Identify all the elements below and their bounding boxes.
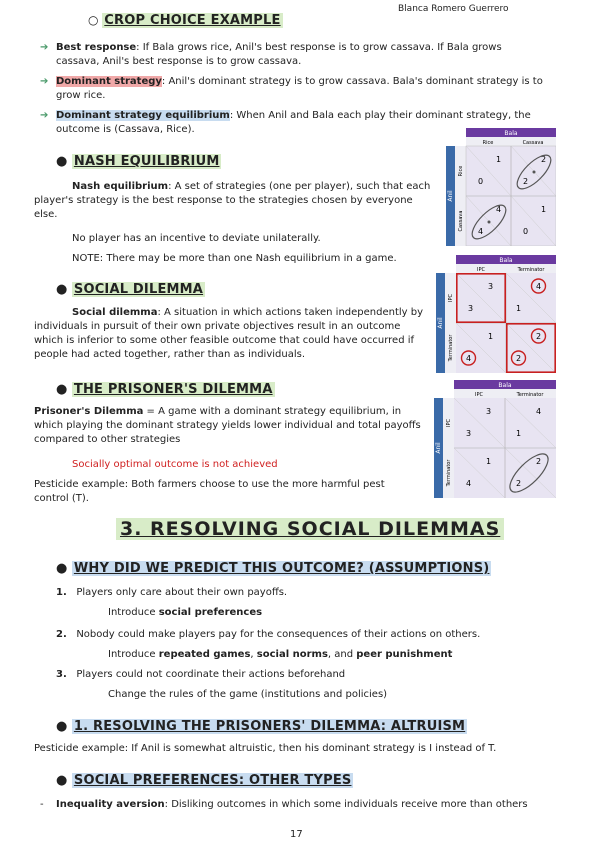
pesticide-example: Pesticide example: Both farmers choose to use the more harmful pest control (T). [34, 479, 385, 504]
payoff-anil-2-2: 2 [516, 479, 522, 488]
payoff-anil-1-2: 1 [516, 429, 522, 438]
payoff-bala-1-1: 3 [488, 282, 494, 291]
assumption-text: Nobody could make players pay for the consequences of their actions on others. [76, 629, 481, 640]
assumption-text: Players only care about their own payoffs. [76, 587, 288, 598]
term-peer-punishment: peer punishment [356, 649, 453, 660]
assumption-1: 1. Players only care about their own payoffs. [56, 587, 288, 598]
payoff-anil-1-1: 3 [466, 429, 472, 438]
best-response-dot [533, 171, 536, 174]
assumption-3-fix: Change the rules of the game (institutions and policies) [108, 689, 388, 700]
arrow-right-icon: ➔ [40, 110, 49, 121]
section-heading-other-preferences: ● SOCIAL PREFERENCES: OTHER TYPES [56, 773, 352, 788]
column-label-1: IPC [475, 392, 483, 398]
bullet-dash: - [40, 799, 44, 810]
heading-text: NASH EQUILIBRIUM [73, 154, 220, 169]
section-heading-prisoners-dilemma: ● THE PRISONER'S DILEMMA [56, 382, 273, 397]
heading-text: CROP CHOICE EXAMPLE [104, 13, 281, 28]
definition-text: : A set of strategies (one per player), such that each player's strategy is the best response to the strategies chosen by everyone else. [34, 181, 431, 220]
payoff-anil-1-2: 2 [523, 177, 529, 186]
chapter-heading [116, 518, 504, 540]
payoff-anil-2-1: 4 [466, 479, 472, 488]
definition-text: : Anil's dominant strategy is to grow cassava. Bala's dominant strategy is to grow rice. [56, 76, 543, 101]
payoff-bala-2-1: 1 [486, 457, 492, 466]
term-social-preferences: social preferences [158, 607, 263, 618]
column-label-2: Cassava [522, 140, 544, 146]
column-label-2: Terminator [516, 392, 544, 398]
nash-definition [34, 180, 439, 222]
heading-text: THE PRISONER'S DILEMMA [73, 382, 273, 397]
term-repeated-games: repeated games [158, 649, 251, 660]
term-social-dilemma: Social dilemma [72, 307, 158, 318]
payoff-matrix-prisoners-dilemma [434, 380, 556, 498]
social-dilemma-definition [34, 306, 432, 362]
payoff-matrix-crop [446, 128, 556, 246]
chapter-heading-text: 3. RESOLVING SOCIAL DILEMMAS [120, 518, 501, 540]
section-heading-altruism: ● 1. RESOLVING THE PRISONERS' DILEMMA: ALTRUISM [56, 719, 466, 734]
row-player-label: Anil [447, 190, 454, 202]
definition-text: : A situation in which actions taken independently by individuals in pursuit of their own private objectives result in an outcome which is inferior to some other feasible outcome that could have occurred if people had acted together, rather than as individuals. [34, 307, 424, 360]
heading-text: SOCIAL PREFERENCES: OTHER TYPES [73, 773, 352, 788]
payoff-bala-2-1: 1 [488, 332, 494, 341]
column-player-label: Bala [504, 130, 518, 137]
definition-text: : When Anil and Bala each play their dominant strategy, the outcome is (Cassava, Rice). [56, 110, 531, 135]
row-label-1: IPC [448, 294, 454, 302]
payoff-anil-2-1: 4 [466, 354, 472, 363]
definition-text: : Disliking outcomes in which some individuals receive more than others [164, 799, 528, 810]
best-response-dot [488, 221, 491, 224]
heading-text: SOCIAL DILEMMA [73, 282, 204, 297]
assumption-2-fix [108, 648, 452, 662]
fix-text: , and [327, 649, 357, 660]
nash-note-1: No player has an incentive to deviate unilaterally. [72, 233, 321, 244]
row-label-1: Rice [458, 165, 464, 177]
section-heading-assumptions: ● WHY DID WE PREDICT THIS OUTCOME? (ASSUMPTIONS) [56, 561, 490, 576]
term-dominant-strategy-equilibrium: Dominant strategy equilibrium [56, 110, 230, 121]
altruism-example: Pesticide example: If Anil is somewhat altruistic, then his dominant strategy is I instead of T. [34, 743, 497, 754]
assumption-2: 2. Nobody could make players pay for the consequences of their actions on others. [56, 629, 481, 640]
prisoners-dilemma-note: Socially optimal outcome is not achieved [72, 459, 278, 470]
term-dominant-strategy: Dominant strategy [56, 76, 162, 87]
column-player-label: Bala [498, 382, 512, 389]
fix-text: , [250, 649, 257, 660]
column-label-1: Rice [482, 140, 494, 146]
payoff-anil-2-2: 0 [523, 227, 529, 236]
payoff-bala-2-2: 2 [536, 332, 542, 341]
term-prisoners-dilemma: Prisoner's Dilemma [34, 406, 144, 417]
author-name: Blanca Romero Guerrero [398, 4, 509, 14]
crop-best-response [40, 41, 546, 69]
arrow-right-icon: ➔ [40, 76, 49, 87]
definition-text: : If Bala grows rice, Anil's best response is to grow cassava. If Bala grows cassava, Anil's best response is to grow cassava. [56, 42, 502, 67]
column-label-1: IPC [477, 267, 485, 273]
term-inequality-aversion: Inequality aversion [56, 799, 165, 810]
row-label-2: Cassava [458, 210, 464, 232]
fix-text: Introduce [108, 649, 159, 660]
payoff-bala-1-1: 1 [496, 155, 502, 164]
payoff-anil-2-2: 2 [516, 354, 522, 363]
payoff-bala-2-2: 2 [536, 457, 542, 466]
section-heading-social-dilemma: ● SOCIAL DILEMMA [56, 282, 204, 297]
row-label-2: Terminator [446, 459, 452, 487]
column-label-2: Terminator [517, 267, 545, 273]
row-label-1: IPC [446, 419, 452, 427]
term-social-norms: social norms [256, 649, 328, 660]
payoff-anil-1-1: 0 [478, 177, 484, 186]
heading-text: 1. RESOLVING THE PRISONERS' DILEMMA: ALTRUISM [73, 719, 466, 734]
payoff-anil-1-1: 3 [468, 304, 474, 313]
term-nash-equilibrium: Nash equilibrium [72, 181, 169, 192]
inequality-aversion [40, 798, 556, 812]
row-player-label: Anil [435, 442, 442, 454]
crop-dominant-strategy [40, 75, 546, 103]
row-player-label: Anil [437, 317, 444, 329]
assumption-1-fix [108, 606, 262, 620]
payoff-bala-2-2: 1 [541, 205, 547, 214]
payoff-matrix-social-dilemma [436, 255, 556, 373]
column-player-label: Bala [499, 257, 513, 264]
payoff-bala-1-2: 4 [536, 407, 542, 416]
payoff-anil-2-1: 4 [478, 227, 484, 236]
nash-note-2: NOTE: There may be more than one Nash equilibrium in a game. [72, 253, 397, 264]
assumption-3: 3. Players could not coordinate their actions beforehand [56, 669, 346, 680]
payoff-bala-2-1: 4 [496, 205, 502, 214]
prisoners-dilemma-definition [34, 405, 426, 447]
assumption-text: Players could not coordinate their actions beforehand [76, 669, 346, 680]
term-best-response: Best response [56, 42, 137, 53]
payoff-bala-1-1: 3 [486, 407, 492, 416]
payoff-bala-1-2: 2 [541, 155, 547, 164]
heading-text: WHY DID WE PREDICT THIS OUTCOME? (ASSUMPTIONS) [73, 561, 490, 576]
page-number: 17 [290, 829, 303, 840]
payoff-anil-1-2: 1 [516, 304, 522, 313]
row-label-2: Terminator [448, 334, 454, 362]
section-heading-crop: ○ CROP CHOICE EXAMPLE [88, 13, 281, 28]
arrow-right-icon: ➔ [40, 42, 49, 53]
payoff-bala-1-2: 4 [536, 282, 542, 291]
section-heading-nash: ● NASH EQUILIBRIUM [56, 154, 220, 169]
definition-text: = A game with a dominant strategy equilibrium, in which playing the dominant strategy yields lower individual and total payoffs compared to other strategies [34, 406, 421, 445]
fix-text: Introduce [108, 607, 159, 618]
